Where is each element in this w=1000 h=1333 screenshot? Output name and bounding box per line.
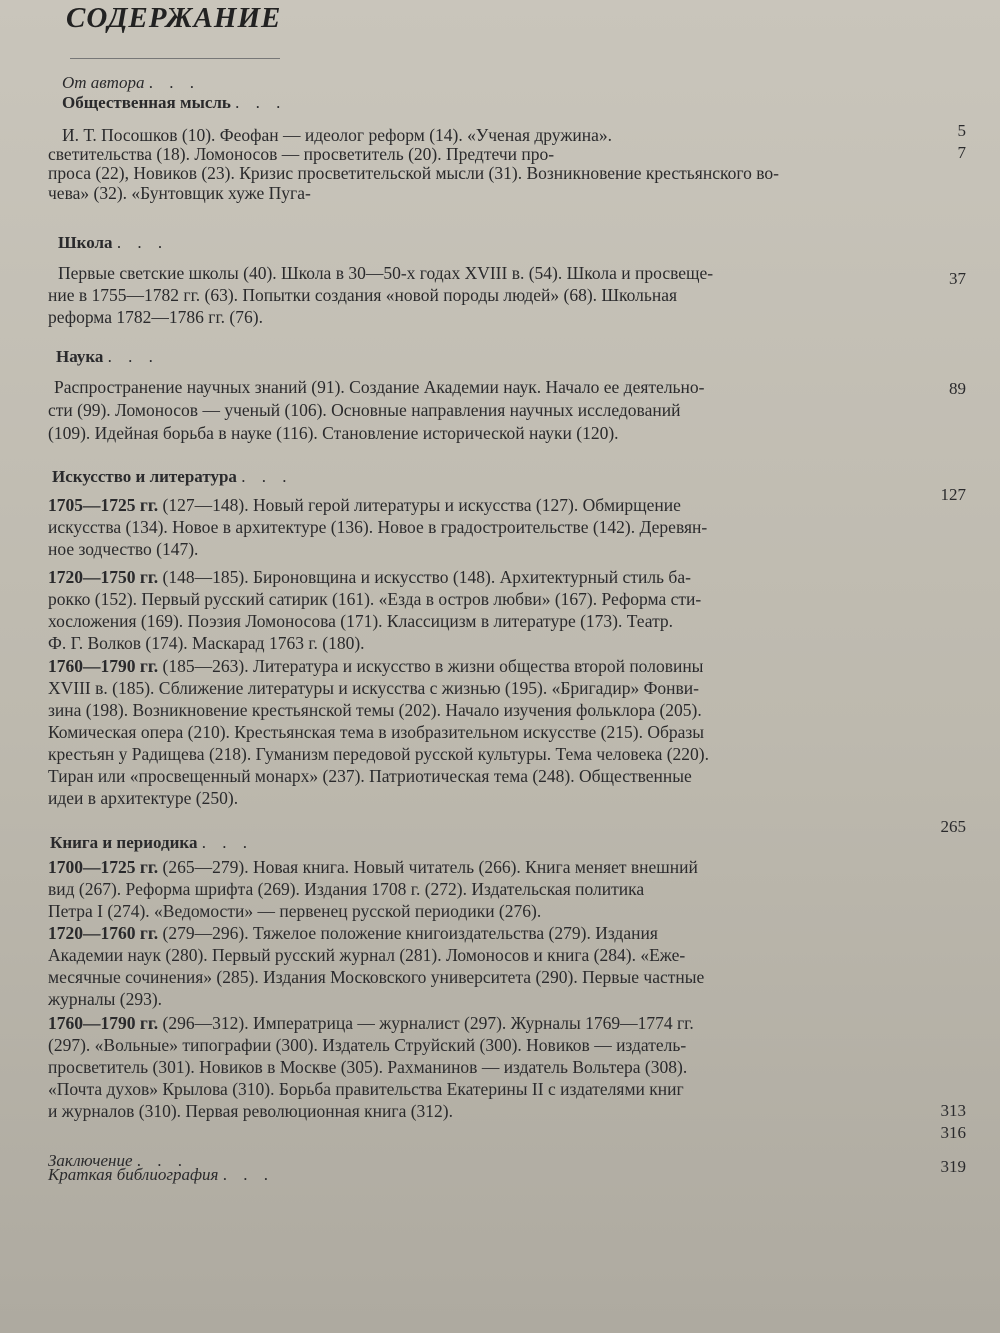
toc-line: (109). Идейная борьба в науке (116). Становление исторической науки (120). <box>48 423 619 443</box>
toc-page-number: 127 <box>940 485 966 504</box>
toc-line: Тиран или «просвещенный монарх» (237). Патриотическая тема (248). Общественные <box>48 766 692 786</box>
toc-heading-obshch: Общественная мысль . . . <box>62 93 287 112</box>
toc-heading-nauka: Наука . . . <box>56 347 159 366</box>
toc-line: сти (99). Ломоносов — ученый (106). Основные направления научных исследований <box>48 400 681 420</box>
toc-page-number: 265 <box>940 817 966 836</box>
toc-line: просветитель (301). Новиков в Москве (305). Рахманинов — издатель Вольтера (308). <box>48 1057 688 1077</box>
toc-line: 1760—1790 гг. (296—312). Императрица — журналист (297). Журналы 1769—1774 гг. <box>48 1013 694 1033</box>
toc-heading-ot-avtora: От автора . . . <box>62 73 200 92</box>
toc-line: и журналов (310). Первая революционная книга (312). <box>48 1101 453 1121</box>
toc-line: (297). «Вольные» типографии (300). Издатель Струйский (300). Новиков — издатель- <box>48 1035 687 1055</box>
toc-line: искусства (134). Новое в архитектуре (136). Новое в градостроительстве (142). Деревян- <box>48 517 708 537</box>
toc-line: рокко (152). Первый русский сатирик (161). «Езда в остров любви» (167). Реформа сти- <box>48 589 702 609</box>
toc-heading-iskusstvo: Искусство и литература . . . <box>52 467 293 486</box>
toc-heading-biblio: Краткая библиография . . . <box>48 1165 274 1184</box>
toc-line: Ф. Г. Волков (174). Маскарад 1763 г. (180). <box>48 633 365 653</box>
toc-heading-kniga: Книга и периодика . . . <box>50 833 253 852</box>
toc-line: светительства (18). Ломоносов — просветитель (20). Предтечи про- <box>48 144 555 164</box>
toc-heading-zakl: Заключение . . . <box>48 1151 189 1170</box>
toc-page-number: 7 <box>957 143 966 162</box>
toc-line: ние в 1755—1782 гг. (63). Попытки создания «новой породы людей» (68). Школьная <box>48 285 678 305</box>
toc-line: вид (267). Реформа шрифта (269). Издания 1708 г. (272). Издательская политика <box>48 879 645 899</box>
toc-page-number: 319 <box>940 1157 966 1176</box>
toc-page-number: 89 <box>949 379 966 398</box>
toc-heading-shkola: Школа . . . <box>58 233 169 252</box>
toc-line: Распространение научных знаний (91). Создание Академии наук. Начало ее деятельно- <box>54 377 705 397</box>
toc-line: Первые светские школы (40). Школа в 30—50-х годах XVIII в. (54). Школа и просвеще- <box>58 263 714 283</box>
toc-line: «Почта духов» Крылова (310). Борьба правительства Екатерины II с издателями книг <box>48 1079 684 1099</box>
toc-line: 1720—1760 гг. (279—296). Тяжелое положение книгоиздательства (279). Издания <box>48 923 658 943</box>
title-rule <box>70 58 280 59</box>
toc-line: Академии наук (280). Первый русский журнал (281). Ломоносов и книга (284). «Еже- <box>48 945 686 965</box>
toc-line: 1760—1790 гг. (185—263). Литература и искусство в жизни общества второй половины <box>48 656 704 676</box>
toc-page-number: 316 <box>940 1123 966 1142</box>
toc-line: крестьян у Радищева (218). Гуманизм передовой русской культуры. Тема человека (220). <box>48 744 709 764</box>
toc-line: 1720—1750 гг. (148—185). Бироновщина и искусство (148). Архитектурный стиль ба- <box>48 567 691 587</box>
toc-line: идеи в архитектуре (250). <box>48 788 239 808</box>
toc-line: 1705—1725 гг. (127—148). Новый герой литературы и искусства (127). Обмирщение <box>48 495 681 515</box>
toc-line: ное зодчество (147). <box>48 539 199 559</box>
toc-line: чева» (32). «Бунтовщик хуже Пуга- <box>48 183 311 203</box>
toc-line: хосложения (169). Поэзия Ломоносова (171). Классицизм в литературе (173). Театр. <box>48 611 674 631</box>
toc-page-number: 37 <box>949 269 966 288</box>
toc-line: месячные сочинения» (285). Издания Московского университета (290). Первые частные <box>48 967 705 987</box>
toc-page-number: 313 <box>940 1101 966 1120</box>
toc-page-number: 5 <box>957 121 966 140</box>
page-title: СОДЕРЖАНИЕ <box>66 2 282 34</box>
toc-line: 1700—1725 гг. (265—279). Новая книга. Новый читатель (266). Книга меняет внешний <box>48 857 698 877</box>
toc-line: XVIII в. (185). Сближение литературы и искусства с жизнью (195). «Бригадир» Фонви- <box>48 678 699 698</box>
toc-line: Комическая опера (210). Крестьянская тема в изобразительном искусстве (215). Образы <box>48 722 705 742</box>
toc-line: И. Т. Посошков (10). Феофан — идеолог реформ (14). «Ученая дружина». <box>62 125 613 145</box>
toc-line: Петра I (274). «Ведомости» — первенец русской периодики (276). <box>48 901 542 921</box>
toc-line: зина (198). Возникновение крестьянской темы (202). Начало изучения фольклора (205). <box>48 700 702 720</box>
toc-line: проса (22), Новиков (23). Кризис просветительской мысли (31). Возникновение крестьянского во- <box>48 163 779 183</box>
toc-line: журналы (293). <box>48 989 163 1009</box>
toc-line: реформа 1782—1786 гг. (76). <box>48 307 263 327</box>
